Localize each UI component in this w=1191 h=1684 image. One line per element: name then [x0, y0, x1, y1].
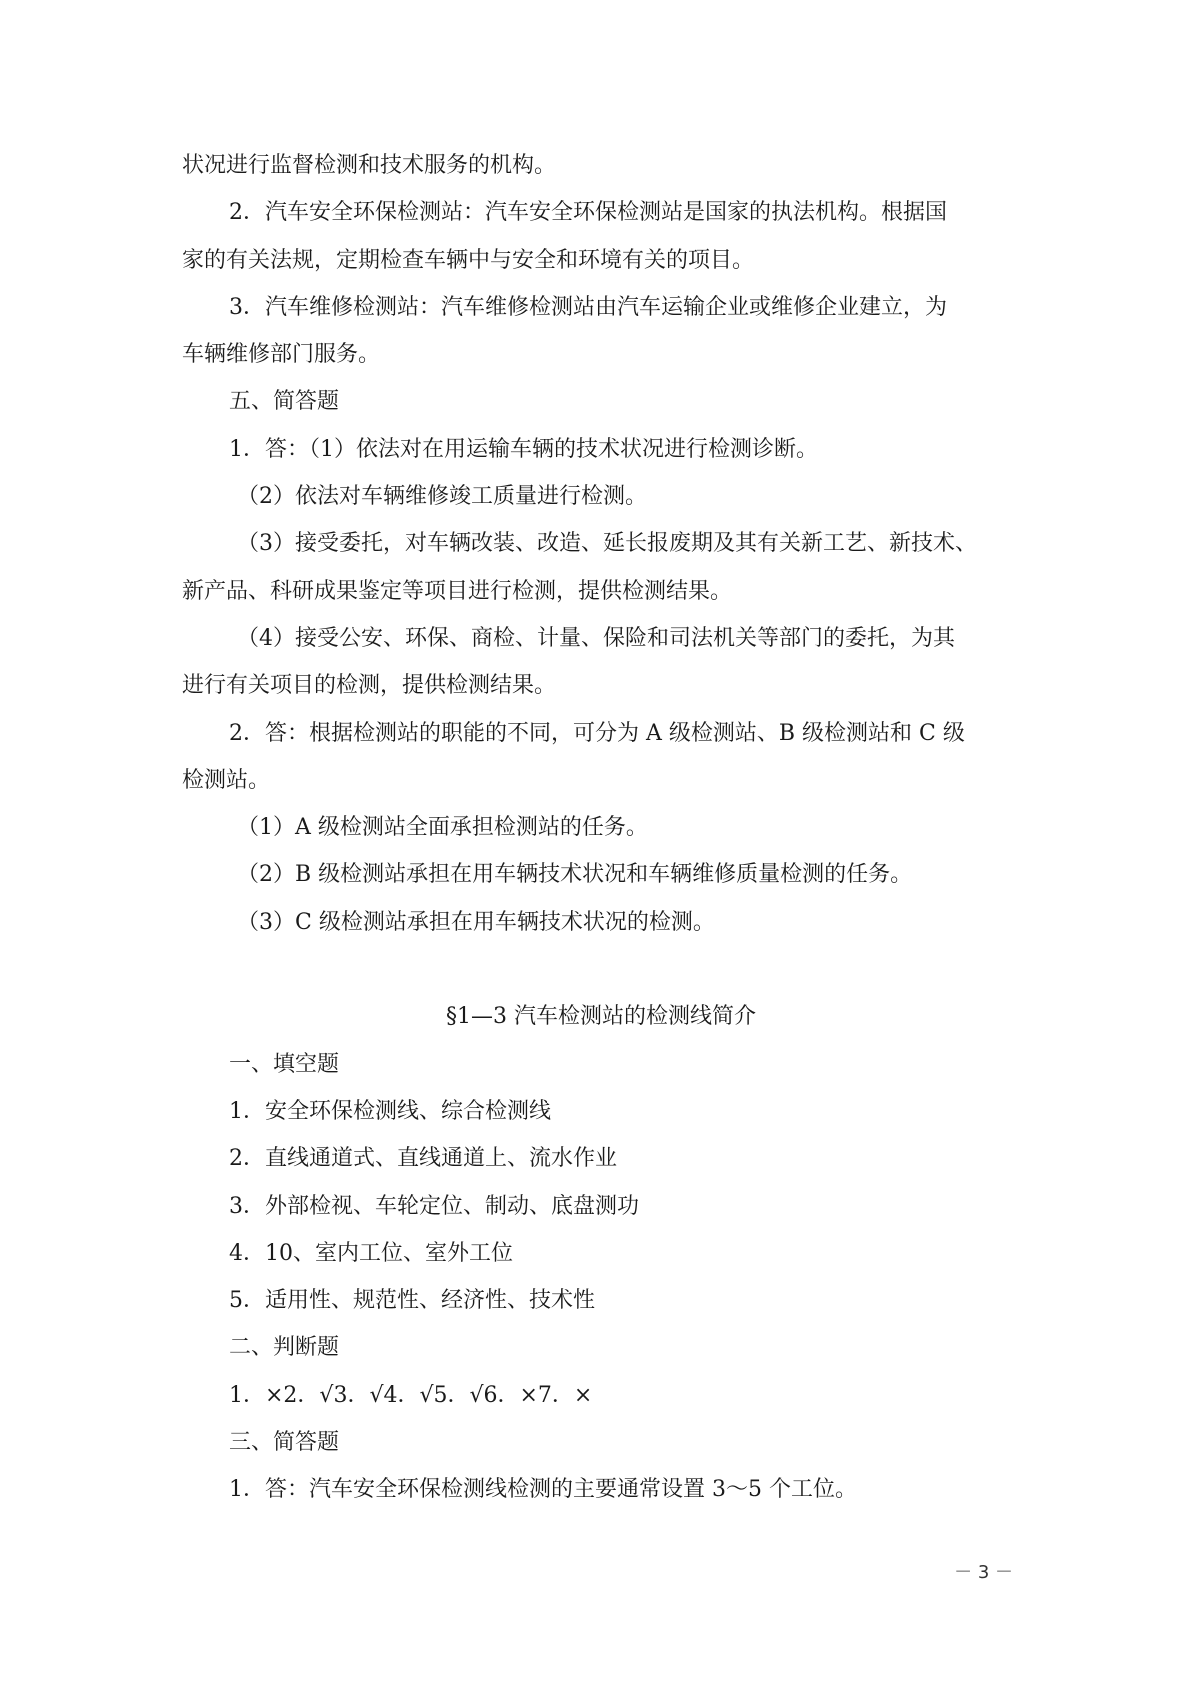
- text-line: 3．外部检视、车轮定位、制动、底盘测功: [229, 1193, 639, 1219]
- text-line: 新产品、科研成果鉴定等项目进行检测，提供检测结果。: [182, 578, 733, 604]
- text-line: 状况进行监督检测和技术服务的机构。: [182, 153, 557, 178]
- blank-line: [182, 946, 1020, 993]
- text-line: 1．×2．√3．√4．√5．√6．×7．×: [229, 1382, 593, 1408]
- text-line: 检测站。: [182, 767, 271, 793]
- text-line: （4）接受公安、环保、商检、计量、保险和司法机关等部门的委托，为其: [237, 625, 955, 651]
- section-heading: 一、填空题: [229, 1051, 340, 1077]
- text-line: 3．汽车维修检测站：汽车维修检测站由汽车运输企业或维修企业建立，为: [229, 294, 947, 320]
- chapter-title: §1—3 汽车检测站的检测线简介: [446, 1004, 756, 1030]
- section-heading: 三、简答题: [229, 1430, 340, 1456]
- page-content: [182, 142, 1020, 1514]
- section-heading: 二、判断题: [229, 1335, 340, 1361]
- text-line: （3）C 级检测站承担在用车辆技术状况的检测。: [237, 909, 715, 935]
- text-line: 5．适用性、规范性、经济性、技术性: [229, 1288, 595, 1314]
- text-line: （2）B 级检测站承担在用车辆技术状况和车辆维修质量检测的任务。: [237, 862, 913, 888]
- text-line: 2．汽车安全环保检测站：汽车安全环保检测站是国家的执法机构。根据国: [229, 200, 947, 226]
- text-line: （2）依法对车辆维修竣工质量进行检测。: [237, 484, 647, 510]
- page-number: － 3 －: [954, 1562, 1013, 1583]
- text-line: 1．答：汽车安全环保检测线检测的主要通常设置 3～5 个工位。: [229, 1477, 857, 1503]
- text-line: 车辆维修部门服务。: [182, 342, 381, 368]
- text-line: （1）A 级检测站全面承担检测站的任务。: [237, 815, 648, 841]
- text-line: 2．答：根据检测站的职能的不同，可分为 A 级检测站、B 级检测站和 C 级: [229, 720, 965, 746]
- text-line: 家的有关法规，定期检查车辆中与安全和环境有关的项目。: [182, 247, 755, 273]
- text-line: 进行有关项目的检测，提供检测结果。: [182, 673, 557, 699]
- text-line: （3）接受委托，对车辆改装、改造、延长报废期及其有关新工艺、新技术、: [237, 531, 977, 557]
- text-line: 2．直线通道式、直线通道上、流水作业: [229, 1146, 617, 1172]
- text-line: 4．10、室内工位、室外工位: [229, 1240, 513, 1266]
- text-line: 1．安全环保检测线、综合检测线: [229, 1098, 551, 1124]
- text-line: 1．答：（1）依法对在用运输车辆的技术状况进行检测诊断。: [229, 436, 818, 462]
- section-heading: 五、简答题: [229, 389, 340, 415]
